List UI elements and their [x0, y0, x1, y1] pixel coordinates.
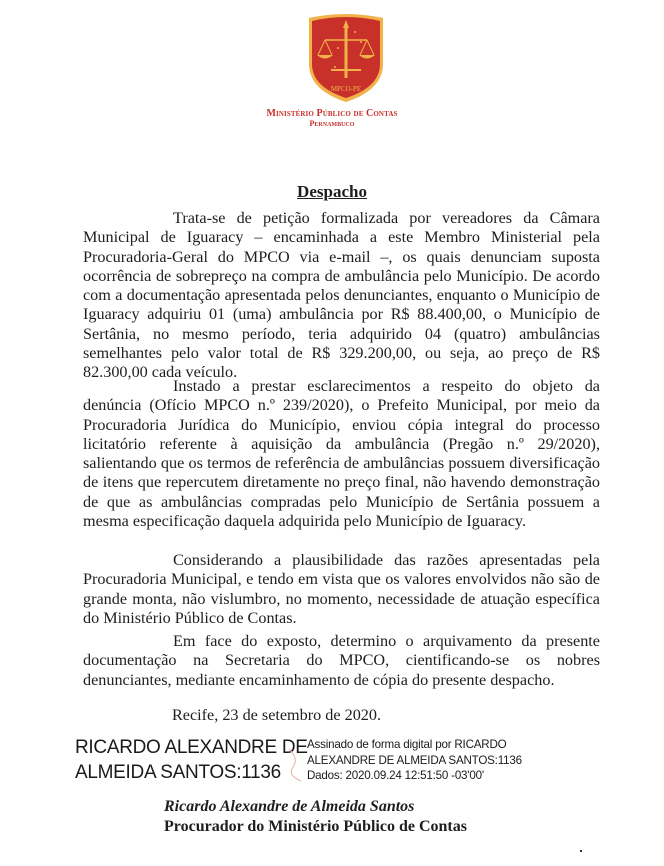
paragraph-4 — [83, 632, 600, 690]
institution-state: Pernambuco — [309, 119, 355, 128]
digital-signature-name-line2: ALMEIDA SANTOS:1136 — [75, 762, 281, 783]
paragraph-2 — [83, 377, 600, 531]
institution-name: Ministério Público de Contas — [266, 108, 398, 119]
document-title: Despacho — [297, 182, 367, 201]
scan-speck — [580, 850, 582, 852]
paragraph-1 — [83, 209, 600, 383]
signer-role: Procurador do Ministério Público de Contas — [164, 818, 467, 835]
paragraph-text: Trata-se de petição formalizada por vereadores da Câmara Municipal de Iguaracy – encaminhada a este Membro Ministerial pela Procuradoria-Geral do MPCO via e-mail –, os quais denunciam suposta ocorrência de sobrepreço na compra de ambulância pelo Município. De acordo com a documentação apresentada pelos denunciantes, enquanto o Município de Iguaracy adquiriu 01 (uma) ambulância por R$ 88.400,00, o Município de Sertânia, no mesmo período, teria adquirido 04 (quatro) ambulâncias semelhantes pelo valor total de R$ 329.200,00, ou seja, ao preço de R$ 82.300,00 cada veículo. — [83, 209, 600, 382]
mpco-shield-logo-icon — [305, 12, 387, 104]
logo-label: MPCO-PE — [330, 85, 362, 93]
signature-meta-line2: ALEXANDRE DE ALMEIDA SANTOS:1136 — [307, 753, 522, 767]
signature-meta-line3: Dados: 2020.09.24 12:51:50 -03'00' — [307, 769, 484, 782]
date-line: Recife, 23 de setembro de 2020. — [172, 706, 382, 724]
signature-meta-line1: Assinado de forma digital por RICARDO — [307, 738, 507, 751]
signature-watermark-icon — [285, 745, 305, 785]
digital-signature-name-line1: RICARDO ALEXANDRE DE — [75, 737, 308, 758]
signer-name: Ricardo Alexandre de Almeida Santos — [164, 798, 415, 815]
digital-signature-details — [307, 737, 522, 784]
paragraph-text: Instado a prestar esclarecimentos a respeito do objeto da denúncia (Ofício MPCO n.º 239/2020), o Prefeito Municipal, por meio da Procuradoria Jurídica do Município, enviou cópia integral do processo licitatório referente à aquisição da ambulância (Pregão n.º 29/2020), salientando que os termos de referência de ambulâncias possuem diversificação de itens que repercutem diretamente no preço final, não havendo demonstração de que as ambulâncias compradas pelo Município de Sertânia possuem a mesma especificação daquela adquirida pelo Município de Iguaracy. — [83, 377, 600, 531]
digital-signature-name — [75, 735, 308, 785]
paragraph-text: Considerando a plausibilidade das razões apresentadas pela Procuradoria Municipal, e tendo em vista que os valores envolvidos não são de grande monta, não vislumbro, no momento, necessidade de atuação específica do Ministério Público de Contas. — [83, 551, 600, 627]
paragraph-3 — [83, 551, 600, 628]
paragraph-text: Em face do exposto, determino o arquivamento da presente documentação na Secretaria do MPCO, cientificando-se os nobres denunciantes, mediante encaminhamento de cópia do presente despacho. — [83, 632, 600, 689]
